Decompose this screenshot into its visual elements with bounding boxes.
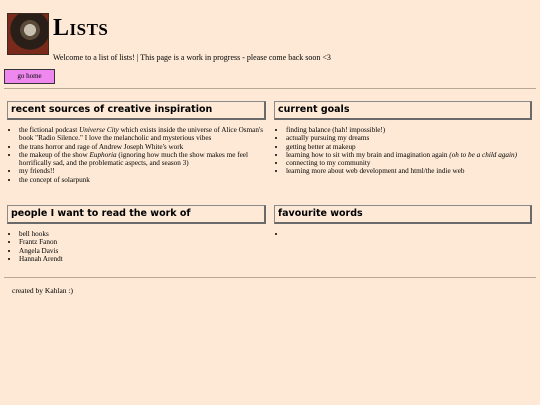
list-item: • my friends!!: [19, 167, 266, 175]
emphasis: Universe City: [79, 126, 119, 134]
panel-inspiration: [7, 101, 266, 184]
divider-bottom: [4, 277, 536, 278]
panel-list: [274, 230, 532, 238]
list-item: • Frantz Fanon: [19, 238, 266, 246]
footer-credit: created by Kahlan :): [12, 286, 74, 295]
list-item: • finding balance (hah! impossible!): [286, 126, 532, 134]
panel-list: [7, 126, 266, 184]
list-item: • learning more about web development and html/the indie web: [286, 167, 532, 175]
panel-reading: [7, 205, 266, 263]
emphasis: Euphoria: [89, 150, 117, 159]
list-item: • getting better at makeup: [286, 143, 532, 151]
page-title: Lists: [53, 15, 109, 41]
panel-title: people I want to read the work of: [7, 205, 266, 224]
list-item: • bell hooks: [19, 230, 266, 238]
list-item: • the concept of solarpunk: [19, 176, 266, 184]
list-item: • Hannah Arendt: [19, 255, 266, 263]
panel-words: [274, 205, 532, 238]
list-item: [286, 230, 532, 238]
panel-title: current goals: [274, 101, 532, 120]
panel-title: favourite words: [274, 205, 532, 224]
list-item: • the trans horror and rage of Andrew Joseph White's work: [19, 143, 266, 151]
avatar: [7, 13, 49, 55]
panel-list: [274, 126, 532, 176]
list-item: • Angela Davis: [19, 247, 266, 255]
panel-title: recent sources of creative inspiration: [7, 101, 266, 120]
panel-goals: [274, 101, 532, 176]
divider-top: [4, 88, 536, 89]
emphasis: (oh to be a child again): [449, 150, 517, 159]
go-home-button[interactable]: go home: [4, 69, 55, 84]
list-item: • the makeup of the show Euphoria (ignoring how much the show makes me feel horrifically sad, and the problematic aspects, and season 3): [19, 151, 266, 168]
list-item: • the fictional podcast Universe City which exists inside the universe of Alice Osman's book "Radio Silence." I love the melancholic and mysterious vibes: [19, 126, 266, 143]
list-item: • learning how to sit with my brain and imagination again (oh to be a child again): [286, 151, 532, 159]
page-header: [7, 13, 533, 63]
panel-list: [7, 230, 266, 263]
list-item: • actually pursuing my dreams: [286, 134, 532, 142]
tagline: Welcome to a list of lists! | This page is a work in progress - please come back soon <3: [53, 53, 331, 62]
list-item: • connecting to my community: [286, 159, 532, 167]
